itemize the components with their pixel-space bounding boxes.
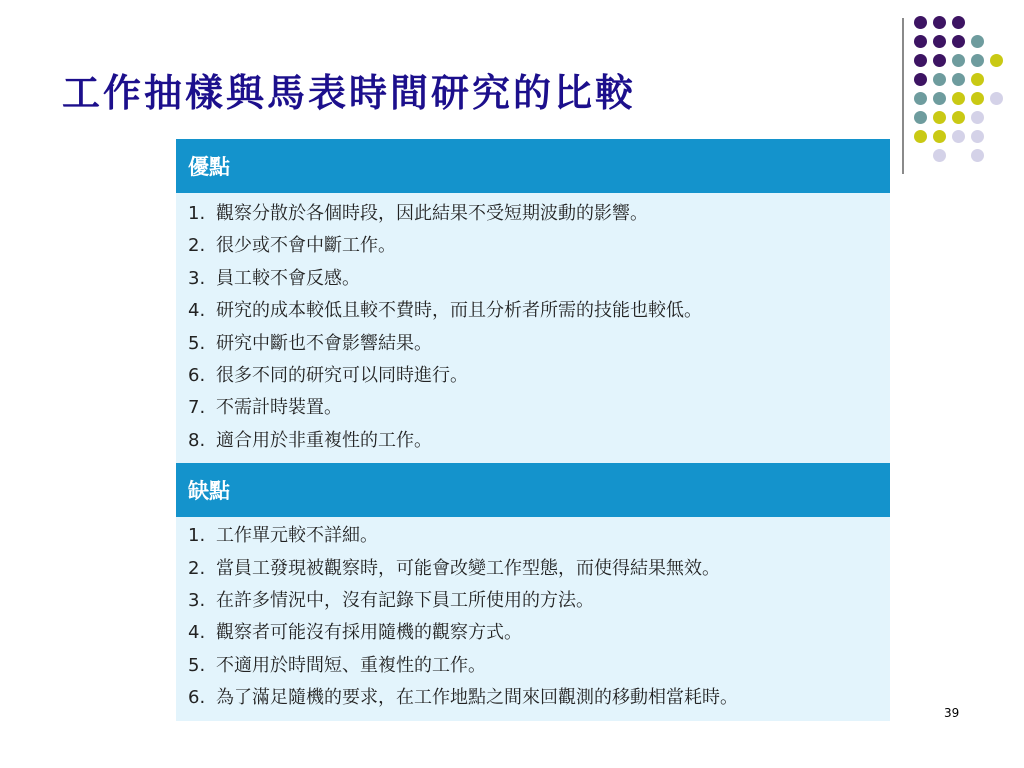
decorative-dot: [933, 149, 946, 162]
decorative-dot: [914, 92, 927, 105]
decorative-dot: [971, 149, 984, 162]
decorative-dot: [952, 54, 965, 67]
item-number: 4.: [188, 300, 206, 322]
decorative-dot: [952, 111, 965, 124]
decorative-dot: [933, 54, 946, 67]
item-text: 觀察分散於各個時段，因此結果不受短期波動的影響。: [216, 203, 648, 224]
decorative-dot: [914, 130, 927, 143]
decorative-dot: [971, 92, 984, 105]
decorative-dot: [933, 35, 946, 48]
item-number: 4.: [188, 622, 206, 644]
item-text: 很多不同的研究可以同時進行。: [216, 364, 468, 386]
comparison-table: [176, 139, 890, 721]
slide-title: 工作抽樣與馬表時間研究的比較: [62, 70, 637, 115]
decorative-dot: [933, 16, 946, 29]
cons-list: [176, 517, 890, 721]
item-text: 很少或不會中斷工作。: [216, 235, 396, 257]
decorative-dot: [952, 73, 965, 86]
item-number: 7.: [188, 397, 206, 419]
decorative-dot: [933, 111, 946, 124]
cons-item: [176, 650, 890, 682]
item-number: 5.: [188, 332, 206, 354]
item-number: 1.: [188, 203, 206, 224]
item-text: 適合用於非重複性的工作。: [216, 429, 432, 451]
decorative-dot: [914, 73, 927, 86]
pros-item: [176, 328, 890, 360]
cons-item: [176, 553, 890, 585]
decorative-dot: [952, 35, 965, 48]
item-text: 研究的成本較低且較不費時，而且分析者所需的技能也較低。: [216, 300, 702, 322]
item-number: 3.: [188, 589, 206, 611]
pros-header: 優點: [176, 139, 890, 193]
item-text: 不適用於時間短、重複性的工作。: [216, 654, 486, 676]
decorative-dot: [971, 35, 984, 48]
pros-item: [176, 230, 890, 262]
decorative-dot: [933, 130, 946, 143]
item-number: 2.: [188, 235, 206, 257]
cons-header: 缺點: [176, 463, 890, 517]
item-number: 8.: [188, 429, 206, 451]
decorative-dot: [914, 16, 927, 29]
decorative-dot: [990, 54, 1003, 67]
decorative-dot: [952, 16, 965, 29]
item-text: 研究中斷也不會影響結果。: [216, 332, 432, 354]
item-number: 6.: [188, 364, 206, 386]
cons-item: [176, 682, 890, 714]
cons-item: [176, 617, 890, 649]
item-text: 員工較不會反感。: [216, 267, 360, 289]
pros-item: [176, 295, 890, 327]
item-text: 為了滿足隨機的要求，在工作地點之間來回觀測的移動相當耗時。: [216, 687, 738, 709]
decorative-dot: [952, 130, 965, 143]
decorative-dot: [952, 92, 965, 105]
decorative-dot: [933, 73, 946, 86]
decorative-dot: [914, 54, 927, 67]
pros-item: [176, 263, 890, 295]
cons-item: [176, 585, 890, 617]
pros-item: [176, 392, 890, 424]
decorative-dot: [914, 35, 927, 48]
item-number: 5.: [188, 654, 206, 676]
item-number: 6.: [188, 687, 206, 709]
item-text: 在許多情況中，沒有記錄下員工所使用的方法。: [216, 589, 594, 611]
decorative-dot: [914, 111, 927, 124]
pros-list: [176, 193, 890, 463]
item-number: 1.: [188, 525, 206, 547]
pros-item: [176, 198, 890, 230]
decorative-dot: [990, 92, 1003, 105]
pros-item: [176, 360, 890, 392]
item-text: 不需計時裝置。: [216, 397, 342, 419]
decorative-dot: [933, 92, 946, 105]
item-number: 2.: [188, 557, 206, 579]
item-number: 3.: [188, 267, 206, 289]
item-text: 觀察者可能沒有採用隨機的觀察方式。: [216, 622, 522, 644]
cons-item: [176, 520, 890, 552]
item-text: 工作單元較不詳細。: [216, 525, 378, 547]
decorative-dot: [971, 130, 984, 143]
decorative-dot: [971, 111, 984, 124]
pros-item: [176, 425, 890, 457]
decorative-dot: [971, 73, 984, 86]
page-number: 39: [944, 706, 960, 720]
item-text: 當員工發現被觀察時，可能會改變工作型態，而使得結果無效。: [216, 557, 720, 579]
decorative-dot: [971, 54, 984, 67]
